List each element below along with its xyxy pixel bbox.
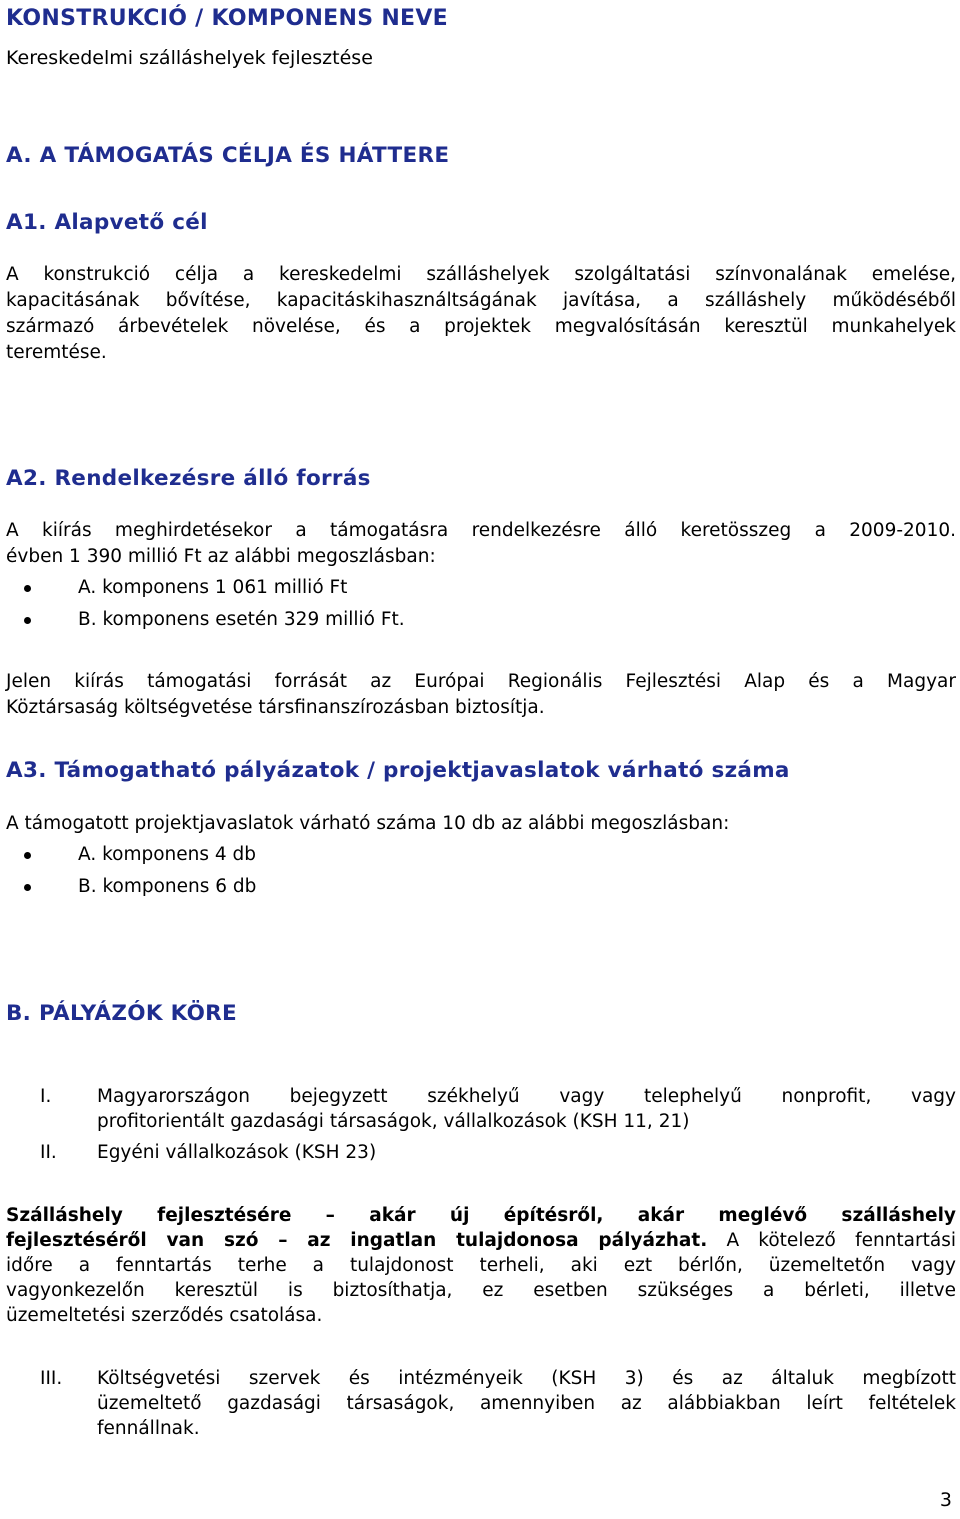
applicant-item-line: Költségvetési szervek és intézményeik (KSH 3) és az általuk megbízott [97, 1368, 956, 1389]
ownership-line-5: üzemeltetési szerződés csatolása. [6, 1305, 323, 1326]
a2-funding-line-2: Köztársaság költségvetése társfinanszírozásban biztosítja. [6, 697, 545, 718]
applicant-item-line: fennállnak. [97, 1418, 200, 1439]
a2-bullet-text: A. komponens 1 061 millió Ft [78, 577, 348, 598]
bullet-icon [24, 884, 31, 891]
a3-bullet-text: B. komponens 6 db [78, 876, 257, 897]
a2-bullet-text: B. komponens esetén 329 millió Ft. [78, 609, 405, 630]
a2-intro-line-1: A kiírás meghirdetésekor a támogatásra rendelkezésre álló keretösszeg a 2009-2010. [6, 520, 956, 541]
applicant-item-line: üzemeltető gazdasági társaságok, amennyiben az alábbiakban leírt feltételek [97, 1393, 956, 1414]
a2-funding-line-1: Jelen kiírás támogatási forrását az Európai Regionális Fejlesztési Alap és a Magyar [6, 671, 956, 692]
a2-heading: A2. Rendelkezésre álló forrás [6, 466, 371, 491]
applicant-item-line: Egyéni vállalkozások (KSH 23) [97, 1142, 377, 1163]
a3-heading: A3. Támogatható pályázatok / projektjavaslatok várható száma [6, 758, 790, 783]
bullet-icon [24, 585, 31, 592]
a1-line-2: kapacitásának bővítése, kapacitáskihasználtságának javítása, a szálláshely működéséből [6, 290, 956, 311]
bullet-icon [24, 852, 31, 859]
applicant-item-number: I. [40, 1086, 52, 1107]
ownership-normal-line-2: A kötelező fenntartási [707, 1230, 956, 1251]
a1-line-3: származó árbevételek növelése, és a projektek megvalósításán keresztül munkahelyek [6, 316, 956, 337]
a1-line-4: teremtése. [6, 342, 107, 363]
ownership-line-4: vagyonkezelőn keresztül is biztosíthatja, ez esetben szükséges a bérleti, illetve [6, 1280, 956, 1301]
applicant-item-number: III. [40, 1368, 63, 1389]
a3-bullet-text: A. komponens 4 db [78, 844, 257, 865]
section-a-heading: A. A TÁMOGATÁS CÉLJA ÉS HÁTTERE [6, 143, 450, 168]
page-number: 3 [939, 1489, 952, 1511]
bullet-icon [24, 617, 31, 624]
applicant-item-line: Magyarországon bejegyzett székhelyű vagy telephelyű nonprofit, vagy [97, 1086, 956, 1107]
a1-line-1: A konstrukció célja a kereskedelmi szálláshelyek szolgáltatási színvonalának emelése, [6, 264, 956, 285]
section-b-heading: B. PÁLYÁZÓK KÖRE [6, 1001, 237, 1026]
applicant-item-number: II. [40, 1142, 57, 1163]
document-subtitle: Kereskedelmi szálláshelyek fejlesztése [6, 47, 373, 69]
a2-intro-line-2: évben 1 390 millió Ft az alábbi megoszlásban: [6, 546, 436, 567]
applicant-item-line: profitorientált gazdasági társaságok, vállalkozások (KSH 11, 21) [97, 1111, 690, 1132]
ownership-line-3: időre a fenntartás terhe a tulajdonost terheli, aki ezt bérlőn, üzemeltetőn vagy [6, 1255, 956, 1276]
document-title: KONSTRUKCIÓ / KOMPONENS NEVE [6, 6, 449, 31]
a1-heading: A1. Alapvető cél [6, 210, 208, 235]
a3-intro: A támogatott projektjavaslatok várható száma 10 db az alábbi megoszlásban: [6, 813, 730, 834]
ownership-line-2 [6, 1228, 956, 1253]
ownership-bold-line-2: fejlesztéséről van szó – az ingatlan tulajdonosa pályázhat. [6, 1230, 708, 1251]
ownership-bold-line-1: Szálláshely fejlesztésére – akár új építésről, akár meglévő szálláshely [6, 1205, 956, 1226]
